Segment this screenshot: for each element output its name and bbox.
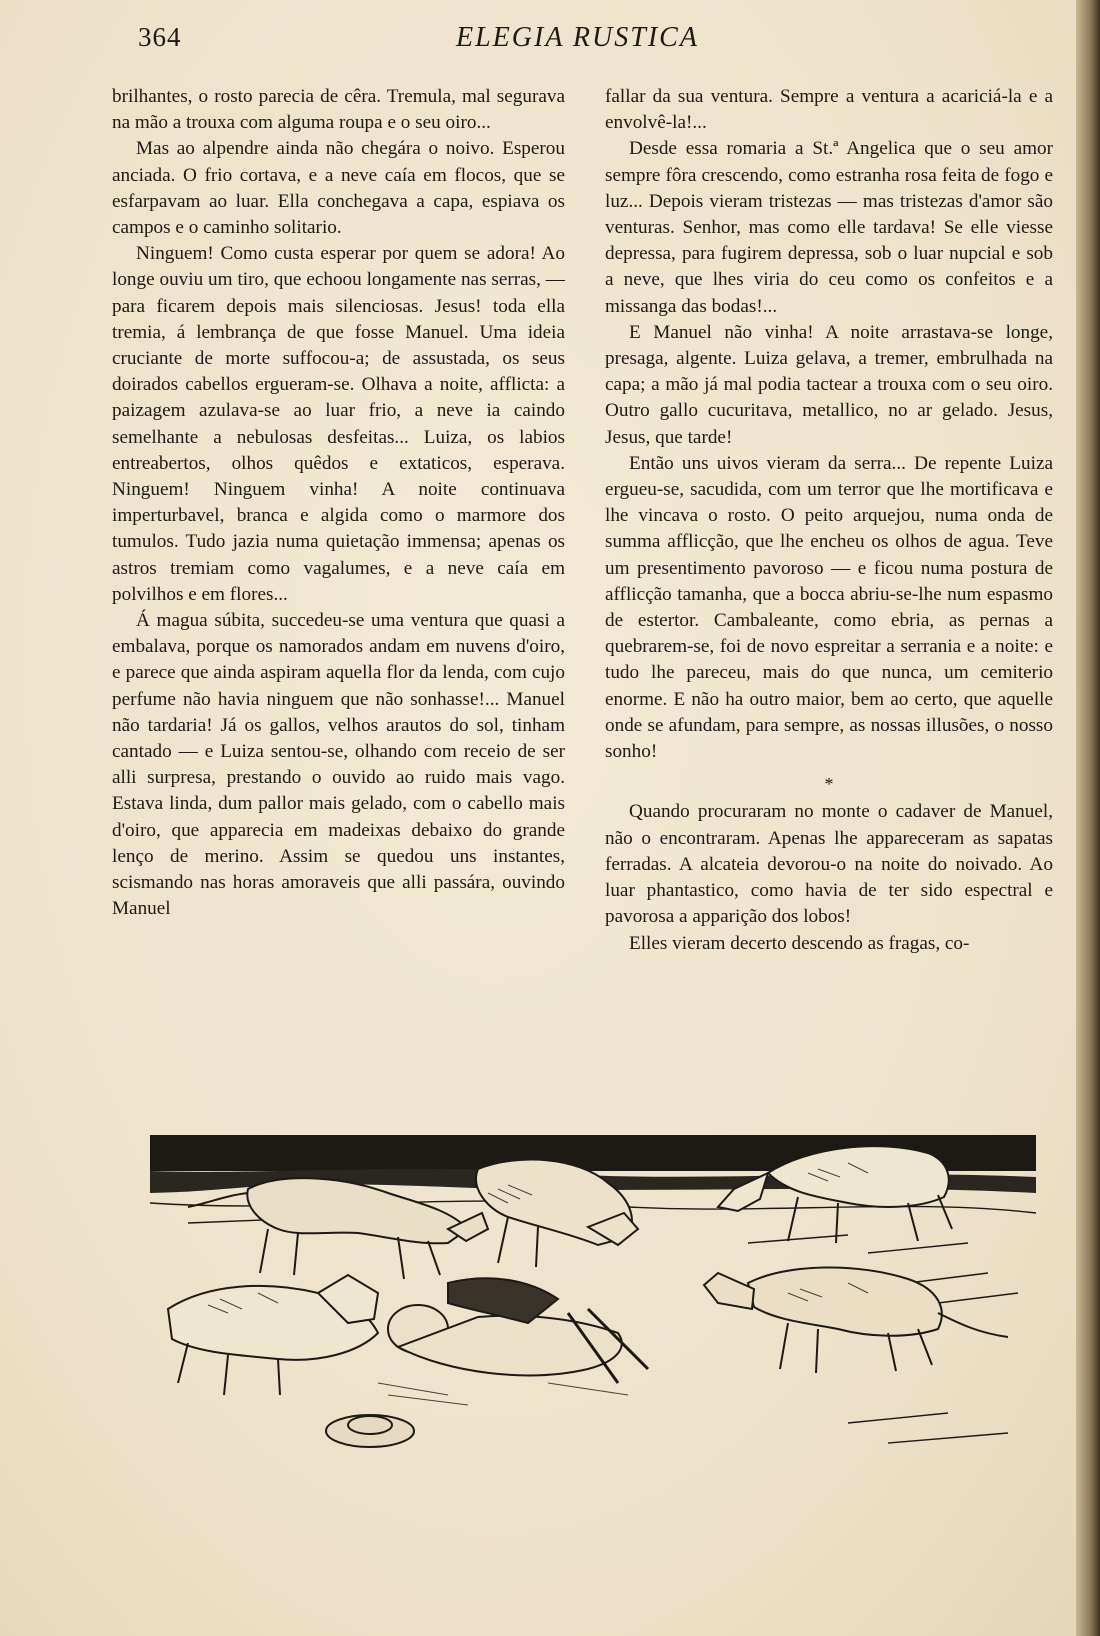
paragraph: Ninguem! Como custa esperar por quem se adora! Ao longe ouviu um tiro, que echoou longamente nas serras, — para ficarem depois mais silenciosas. Jesus! toda ella tremia, á lembrança de que fosse Manuel. Uma ideia cruciante de morte suffocou-a; de assustada, os seus doirados cabellos ergueram-se. Olhava a noite, afflicta: a paizagem azulava-se ao luar frio, a neve ia caindo semelhante a nebulosas desfeitas... Luiza, os labios entreabertos, olhos quêdos e extaticos, esperava. Ninguem! Ninguem vinha! A noite continuava imperturbavel, branca e algida como o marmore dos tumulos. Tudo jazia numa quietação immensa; apenas os astros tremiam como vagalumes, e a neve caía em polvilhos e em flores...: [112, 243, 565, 605]
page-number: 364: [138, 22, 182, 52]
running-title: ELEGIA RUSTICA: [456, 22, 699, 53]
page-edge-shadow: [1076, 0, 1100, 1636]
paragraph: brilhantes, o rosto parecia de cêra. Tremula, mal segurava na mão a trouxa com alguma roupa e o seu oiro...: [112, 86, 565, 134]
wolves-illustration: [148, 1133, 1038, 1475]
paragraph: Á magua súbita, succedeu-se uma ventura que quasi a embalava, porque os namorados andam em nuvens d'oiro, e parece que ainda aspiram aquella flor da lenda, com cujo perfume não havia ninguem que não sonhasse!... Manuel não tardaria! Já os gallos, velhos arautos do sol, tinham cantado — e Luiza sentou-se, olhando com receio de ser alli surpresa, prestando o ouvido ao ruido mais vago. Estava linda, dum pallor mais gelado, com o cabello mais d'oiro, que apparecia em madeixas debaixo do grande lenço de merino. Assim se quedou uns instantes, scismando nas horas amoraveis que alli passára, ouvindo Manuel: [112, 610, 565, 920]
paragraph: Então uns uivos vieram da serra... De repente Luiza ergueu-se, sacudida, com um terror que lhe mortificava e lhe vincava o rosto. O peito arquejou, numa onda de summa afflicção, que lhe encheu os olhos de agua. Teve um presentimento pavoroso — e ficou numa postura de afflicção tamanha, que a bocca abriu-se-lhe num espasmo de estertor. Cambaleante, como ebria, as pernas a quebrarem-se, foi de novo espreitar a serrania e a noite: e tudo lhe pareceu, mais do que nunca, um cemiterio enorme. E não ha outro maior, bem ao certo, que aquelle onde se afundam, para sempre, as nossas illusões, o nosso sonho!: [605, 452, 1053, 763]
paragraph: E Manuel não vinha! A noite arrastava-se longe, presaga, algente. Luiza gelava, a tremer, embrulhada na capa; a mão já mal podia tactear a trouxa com o seu oiro. Outro gallo cucuritava, metallico, no ar gelado. Jesus, Jesus, que tarde!: [605, 321, 1053, 448]
left-column: [112, 84, 565, 923]
paragraph: Quando procuraram no monte o cadaver de Manuel, não o encontraram. Apenas lhe appareceram as sapatas ferradas. A alcateia devorou-o na noite do noivado. Ao luar phantastico, como havia de ter sido espectral e pavorosa a apparição dos lobos!: [605, 801, 1053, 928]
paragraph: fallar da sua ventura. Sempre a ventura a acariciá-la e a envolvê-la!...: [605, 86, 1053, 134]
paragraph: Mas ao alpendre ainda não chegára o noivo. Esperou anciada. O frio cortava, e a neve caía em flocos, que se esfarpavam ao luar. Ella conchegava a capa, espiava os campos e o caminho solitario.: [112, 138, 565, 239]
engraving-wolves-devouring: [148, 1133, 1038, 1475]
page-header: [138, 22, 1038, 62]
paragraph: Elles vieram decerto descendo as fragas, co-: [629, 932, 970, 954]
right-column: [605, 84, 1053, 957]
paragraph: Desde essa romaria a St.ª Angelica que o seu amor sempre fôra crescendo, como estranha rosa feita de fogo e luz... Depois vieram tristezas — mas tristezas d'amor são venturas. Senhor, mas como elle tardava! Se elle viesse depressa, para fugirem depressa, sob o luar nupcial e sob a neve, que lhes viria do ceu como os confeitos e a missanga das bodas!...: [605, 138, 1053, 317]
section-asterism: *: [824, 774, 834, 795]
